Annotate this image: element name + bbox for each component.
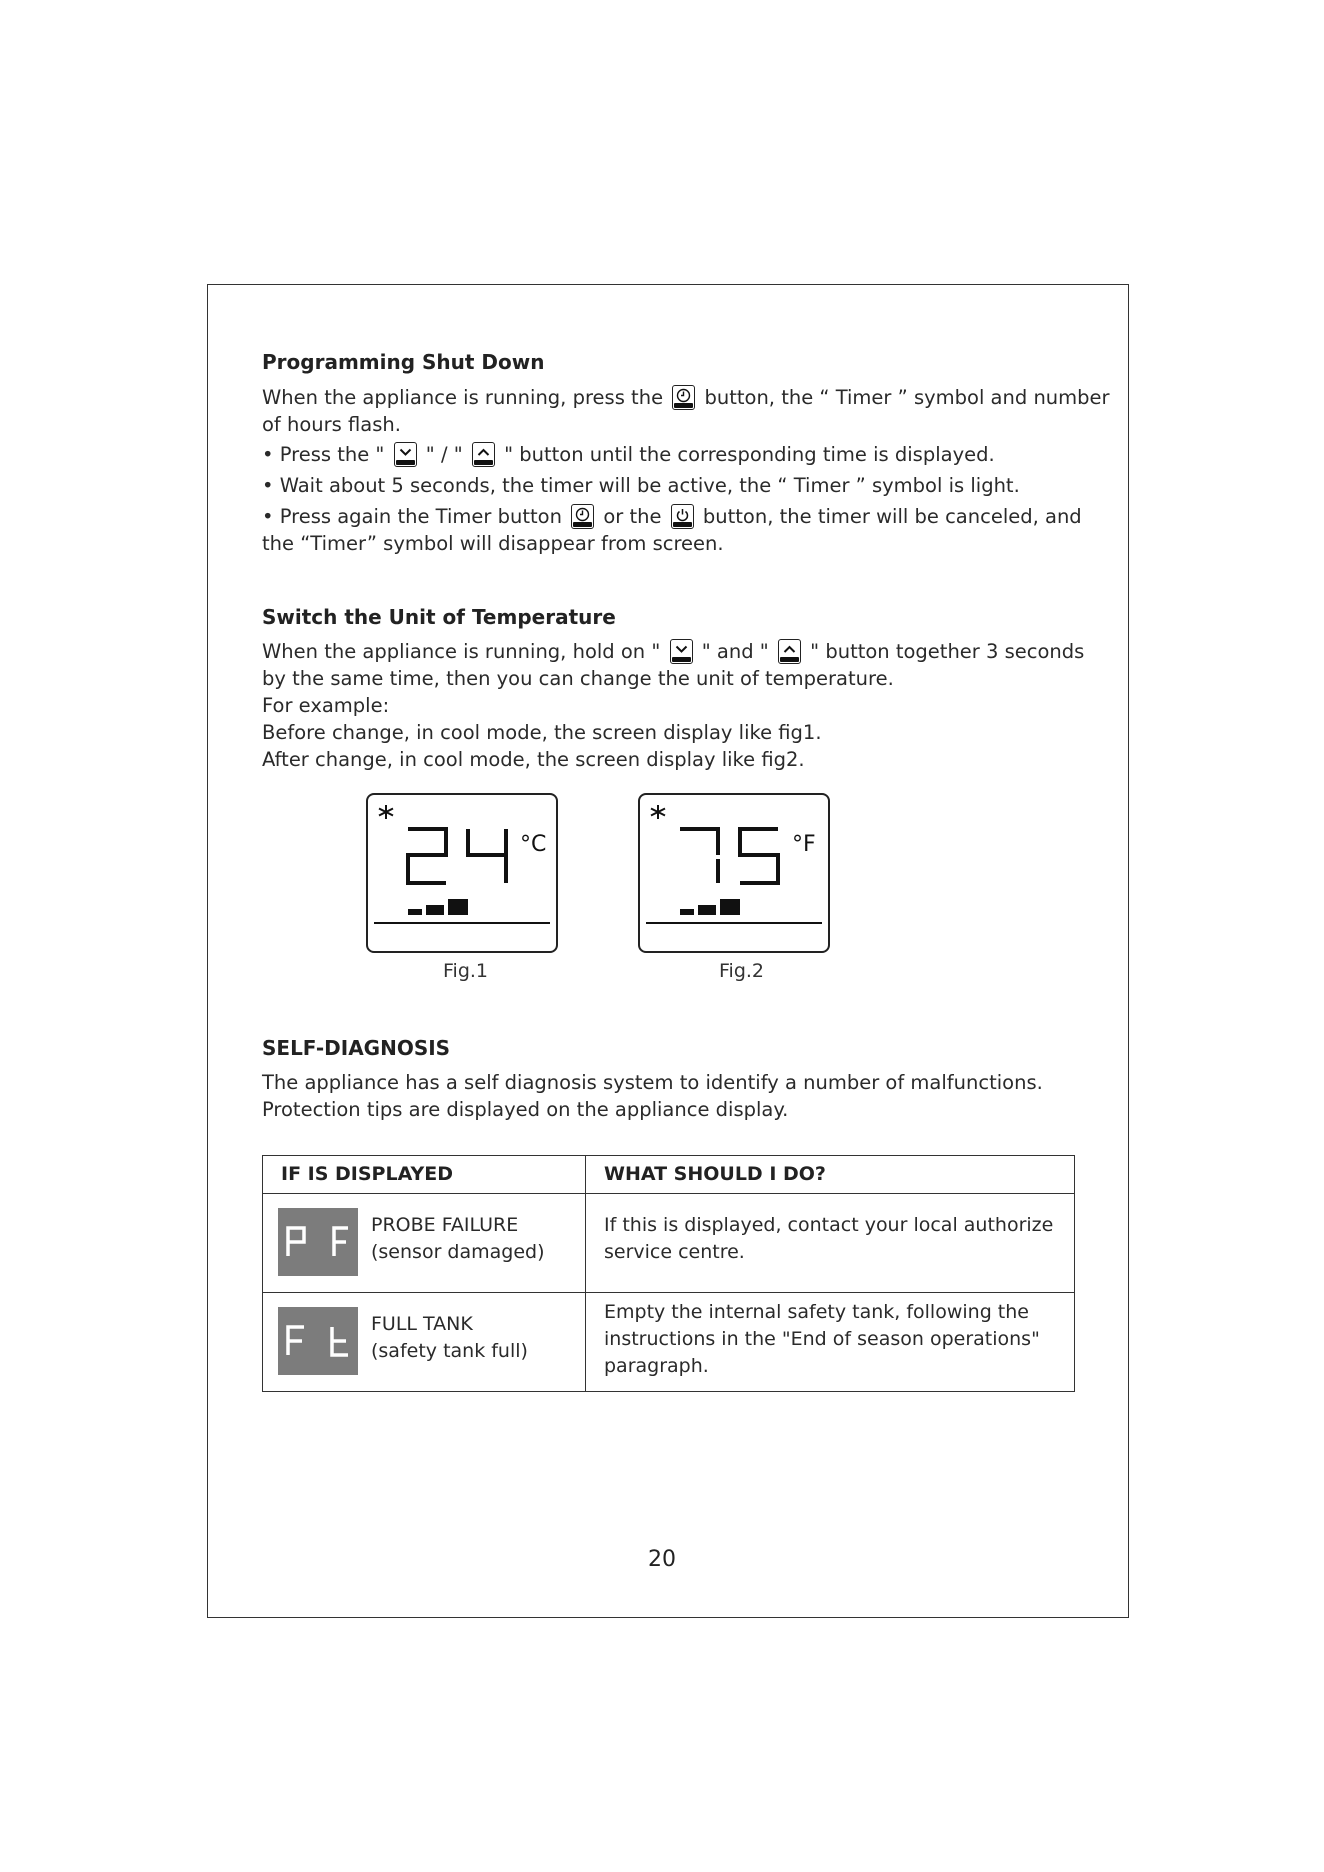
error-code-cell <box>263 1194 586 1293</box>
switch-unit-line-2: by the same time, then you can change the unit of temperature. <box>262 667 894 690</box>
table-row <box>263 1194 1075 1293</box>
up-button-icon <box>778 639 801 664</box>
unit-label-fig1: °C <box>520 832 547 857</box>
snowflake-icon <box>651 805 665 819</box>
diagnosis-title: SELF-DIAGNOSIS <box>262 1036 451 1060</box>
lcd-digit-2 <box>408 829 446 883</box>
programming-line-1: When the appliance is running, press the button, the “ Timer ” symbol and number <box>262 386 1110 409</box>
diagnosis-line-2: Protection tips are displayed on the appliance display. <box>262 1098 789 1121</box>
timer-button-icon <box>672 385 695 410</box>
diagnosis-table <box>262 1155 1075 1392</box>
table-row <box>263 1293 1075 1392</box>
programming-bullet-2: • Wait about 5 seconds, the timer will be active, the “ Timer ” symbol is light. <box>262 474 1020 497</box>
error-label: PROBE FAILURE (sensor damaged) <box>371 1214 545 1263</box>
error-code-ft <box>278 1307 358 1375</box>
programming-title: Programming Shut Down <box>262 350 545 374</box>
table-header-row <box>263 1156 1075 1194</box>
switch-unit-line-5: After change, in cool mode, the screen display like fig2. <box>262 748 805 771</box>
fan-speed-bars <box>680 899 740 915</box>
diagnosis-line-1: The appliance has a self diagnosis system to identify a number of malfunctions. <box>262 1071 1043 1094</box>
lcd-display-fig1 <box>366 793 558 953</box>
action-cell: Empty the internal safety tank, following the instructions in the "End of season operations" paragraph. <box>586 1293 1075 1392</box>
fig1-caption: Fig.1 <box>443 960 489 982</box>
down-button-icon <box>394 442 417 467</box>
power-button-icon <box>671 504 694 529</box>
error-code-cell <box>263 1293 586 1392</box>
lcd-display-fig2 <box>638 793 830 953</box>
up-button-icon <box>472 442 495 467</box>
action-cell: If this is displayed, contact your local authorize service centre. <box>586 1194 1075 1293</box>
error-label: FULL TANK (safety tank full) <box>371 1313 528 1362</box>
programming-bullet-3-cont: the “Timer” symbol will disappear from screen. <box>262 532 724 555</box>
error-code-pf <box>278 1208 358 1276</box>
lcd-digit-7 <box>680 829 718 883</box>
lcd-digit-5 <box>740 829 778 883</box>
header-if-displayed: IF IS DISPLAYED <box>263 1156 586 1194</box>
header-what-to-do: WHAT SHOULD I DO? <box>586 1156 1075 1194</box>
snowflake-icon <box>379 805 393 819</box>
programming-bullet-1: • Press the " " / " " button until the corresponding time is displayed. <box>262 443 995 466</box>
programming-line-2: of hours flash. <box>262 413 401 436</box>
timer-button-icon <box>571 504 594 529</box>
fig2-caption: Fig.2 <box>719 960 765 982</box>
switch-unit-title: Switch the Unit of Temperature <box>262 605 616 629</box>
unit-label-fig2: °F <box>792 832 816 857</box>
lcd-digit-4 <box>468 829 506 883</box>
programming-bullet-3: • Press again the Timer button or the button, the timer will be canceled, and <box>262 505 1082 528</box>
switch-unit-line-1: When the appliance is running, hold on " " and " " button together 3 seconds <box>262 640 1085 663</box>
switch-unit-line-3: For example: <box>262 694 390 717</box>
switch-unit-line-4: Before change, in cool mode, the screen display like fig1. <box>262 721 822 744</box>
down-button-icon <box>670 639 693 664</box>
page-number: 20 <box>648 1547 676 1572</box>
fan-speed-bars <box>408 899 468 915</box>
